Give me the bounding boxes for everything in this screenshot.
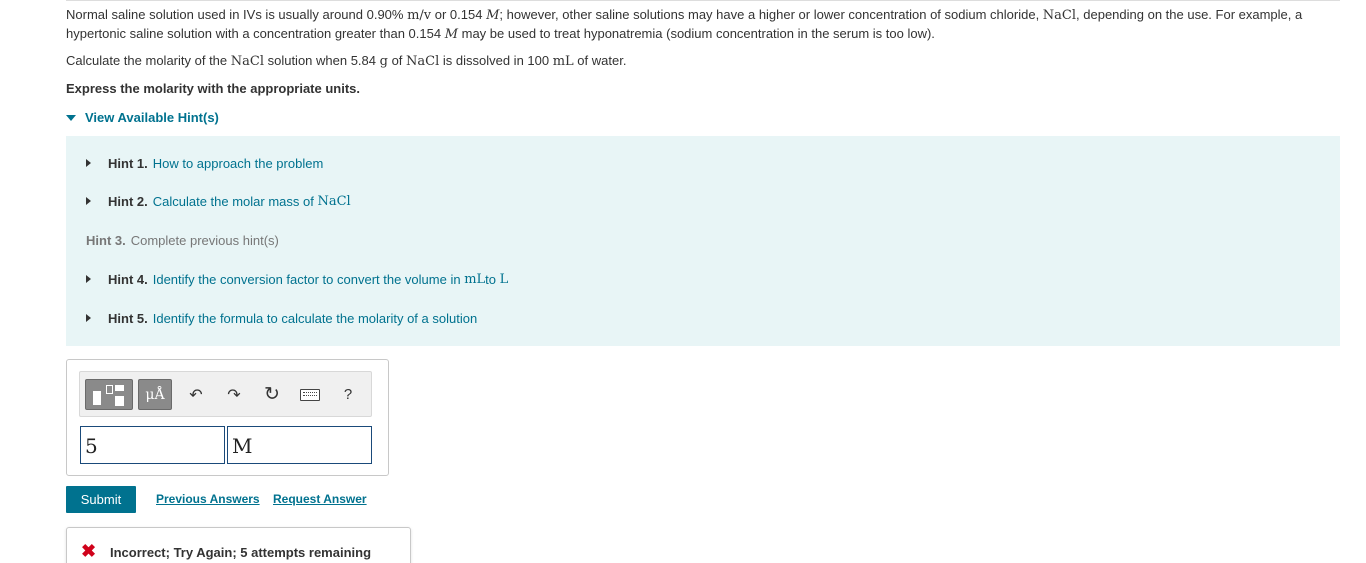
caret-right-icon <box>86 197 91 205</box>
gram-unit: g <box>379 54 388 69</box>
question-text: is dissolved in 100 <box>439 53 553 68</box>
templates-icon[interactable] <box>85 379 133 410</box>
caret-right-icon <box>86 314 91 322</box>
question-text: of water. <box>573 53 627 68</box>
molarity-symbol: M <box>444 27 458 42</box>
submit-button[interactable]: Submit <box>66 486 136 513</box>
caret-down-icon <box>66 115 76 121</box>
question-text: of <box>387 53 407 68</box>
hints-panel <box>66 136 1340 346</box>
undo-icon[interactable]: ↶ <box>189 386 203 404</box>
intro-text: or 0.154 <box>431 7 487 22</box>
feedback-box <box>66 527 411 563</box>
units-icon[interactable]: μÅ <box>138 379 172 410</box>
hint-formula: NaCl <box>317 194 351 209</box>
intro-text: ; however, other saline solutions may have a higher or lower concentration of sodium chloride, <box>499 7 1043 22</box>
request-answer-link[interactable]: Request Answer <box>273 492 367 506</box>
ml-unit: mL <box>552 54 574 69</box>
math-toolbar <box>79 371 372 417</box>
hint-3 <box>86 233 279 248</box>
templates-glyph <box>92 384 126 406</box>
hint-number: Hint 3. <box>86 233 126 248</box>
view-hints-label: View Available Hint(s) <box>85 110 219 125</box>
hint-4[interactable] <box>86 272 508 287</box>
answer-box <box>66 359 389 476</box>
previous-answers-link[interactable]: Previous Answers <box>156 492 260 506</box>
hint-number: Hint 5. <box>108 311 148 326</box>
hint-number: Hint 2. <box>108 194 148 209</box>
help-icon[interactable]: ? <box>343 386 353 403</box>
hint-title: Identify the formula to calculate the molarity of a solution <box>152 311 478 326</box>
hint-title: Identify the conversion factor to convert the volume in <box>152 272 461 287</box>
caret-right-icon <box>86 159 91 167</box>
hint-title: Calculate the molar mass of <box>152 194 314 209</box>
mv-unit: m/v <box>407 8 432 23</box>
hint-5[interactable] <box>86 311 477 326</box>
answer-instruction: Express the molarity with the appropriate units. <box>66 81 361 96</box>
problem-question <box>66 52 1340 71</box>
reset-icon[interactable]: ↻ <box>264 384 280 405</box>
hint-title: to <box>485 272 497 287</box>
nacl-formula: NaCl <box>230 54 264 69</box>
view-hints-toggle[interactable] <box>66 110 219 125</box>
hint-2[interactable] <box>86 194 351 209</box>
error-x-icon: ✖ <box>81 541 97 561</box>
nacl-formula: NaCl <box>406 54 440 69</box>
caret-right-icon <box>86 275 91 283</box>
intro-text: , depending on the use. For example, a hypertonic saline solution with a concentration greater than 0.154 <box>66 7 1303 41</box>
hint-number: Hint 1. <box>108 156 148 171</box>
problem-intro <box>66 6 1340 44</box>
answer-value-input[interactable]: 5 <box>80 426 225 464</box>
nacl-formula: NaCl <box>1042 8 1077 23</box>
intro-text: Normal saline solution used in IVs is usually around 0.90% <box>66 7 408 22</box>
hint-title: Complete previous hint(s) <box>130 233 279 248</box>
hint-1[interactable] <box>86 156 323 171</box>
hint-number: Hint 4. <box>108 272 148 287</box>
molarity-symbol: M <box>486 8 500 23</box>
question-text: Calculate the molarity of the <box>66 53 231 68</box>
hint-title: How to approach the problem <box>152 156 324 171</box>
hint-unit: L <box>499 272 509 287</box>
keyboard-icon[interactable] <box>298 379 322 410</box>
feedback-message: Incorrect; Try Again; 5 attempts remaining <box>110 545 372 560</box>
answer-unit-input[interactable]: M <box>227 426 372 464</box>
redo-icon[interactable]: ↷ <box>227 386 241 404</box>
intro-text: may be used to treat hyponatremia (sodium concentration in the serum is too low). <box>458 26 935 41</box>
hint-unit: mL <box>464 272 486 287</box>
question-text: solution when 5.84 <box>263 53 380 68</box>
top-divider <box>66 0 1340 1</box>
